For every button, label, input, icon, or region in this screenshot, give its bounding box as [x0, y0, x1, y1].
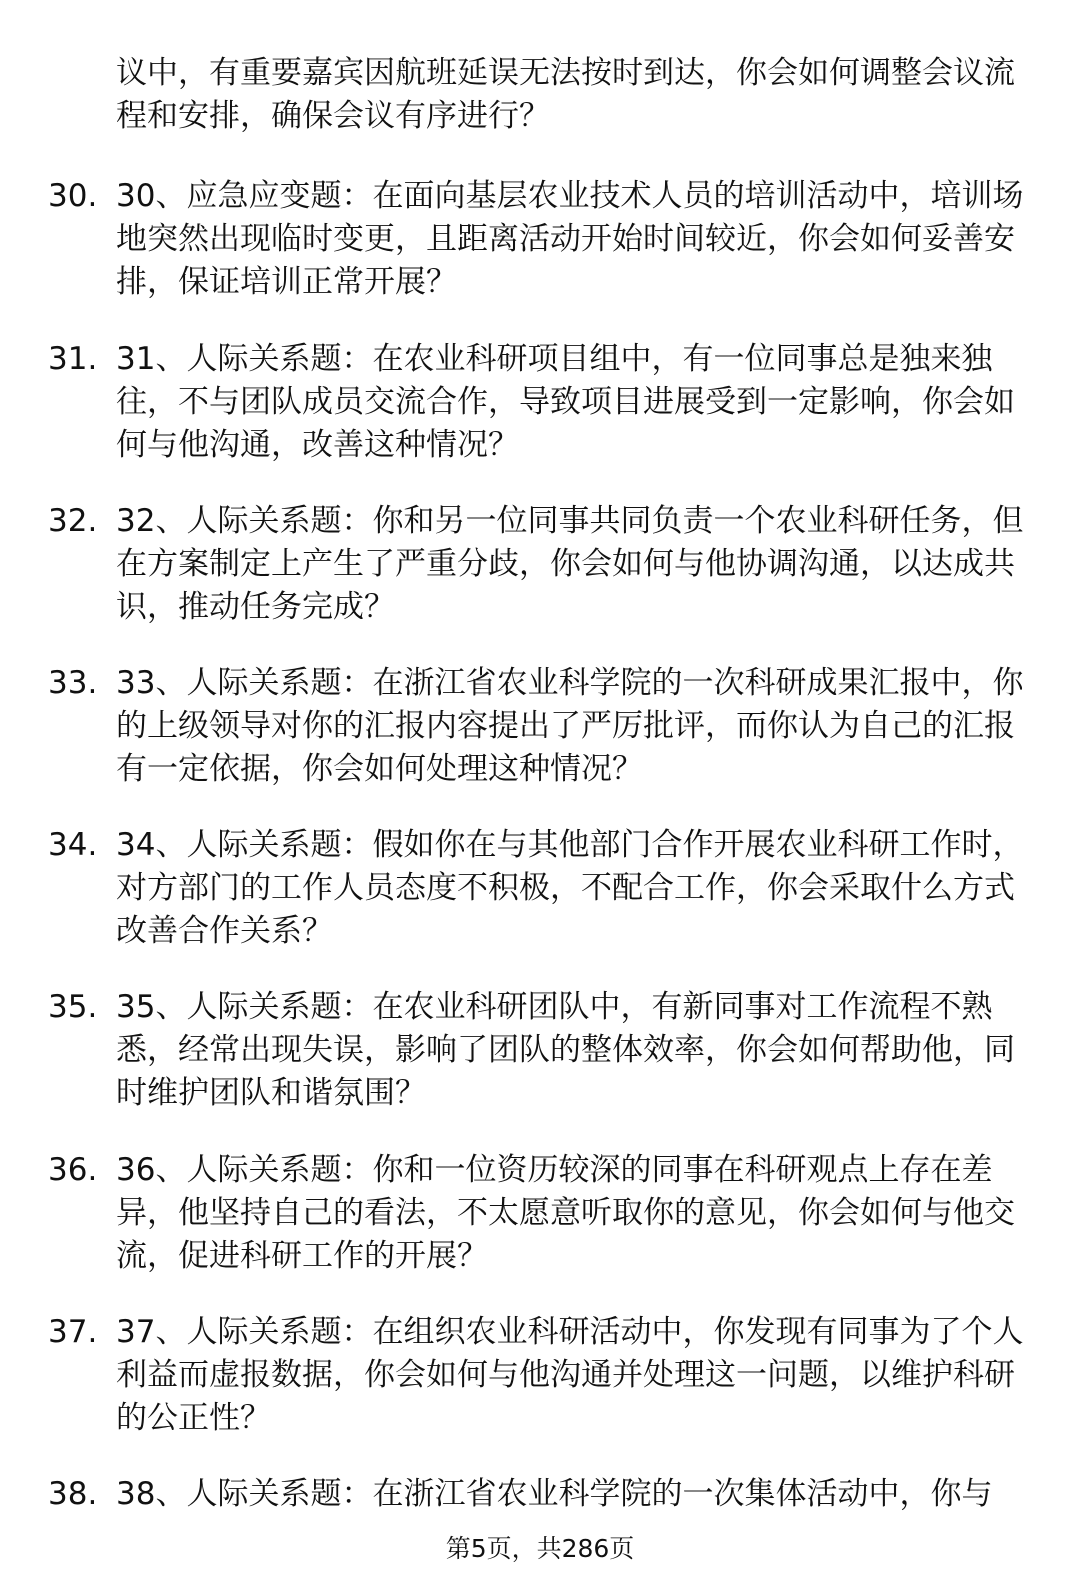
item-number: 31.	[48, 341, 98, 377]
item-text: 30、应急应变题：在面向基层农业技术人员的培训活动中，培训场地突然出现临时变更，且距离活动开始时间较近，你会如何妥善安排，保证培训正常开展？	[116, 178, 1024, 300]
item-text: 36、人际关系题：你和一位资历较深的同事在科研观点上存在差异，他坚持自己的看法，不太愿意听取你的意见，你会如何与他交流，促进科研工作的开展？	[116, 1152, 1015, 1274]
item-number: 37.	[48, 1314, 98, 1350]
item-number: 30.	[48, 178, 98, 214]
item-text: 37、人际关系题：在组织农业科研活动中，你发现有同事为了个人利益而虚报数据，你会如何与他沟通并处理这一问题，以维护科研的公正性？	[116, 1314, 1024, 1436]
item-number: 33.	[48, 665, 98, 701]
item-text: 33、人际关系题：在浙江省农业科学院的一次科研成果汇报中，你的上级领导对你的汇报内容提出了严厉批评，而你认为自己的汇报有一定依据，你会如何处理这种情况？	[116, 665, 1024, 787]
item-number: 35.	[48, 989, 98, 1025]
item-number: 36.	[48, 1152, 98, 1188]
continuation-paragraph: 议中，有重要嘉宾因航班延误无法按时到达，你会如何调整会议流程和安排，确保会议有序进行？	[116, 55, 1015, 134]
item-number: 38.	[48, 1476, 98, 1512]
item-text: 32、人际关系题：你和另一位同事共同负责一个农业科研任务，但在方案制定上产生了严重分歧，你会如何与他协调沟通，以达成共识，推动任务完成？	[116, 503, 1024, 625]
item-text: 31、人际关系题：在农业科研项目组中，有一位同事总是独来独往，不与团队成员交流合作，导致项目进展受到一定影响，你会如何与他沟通，改善这种情况？	[116, 341, 1015, 463]
item-text: 38、人际关系题：在浙江省农业科学院的一次集体活动中，你与	[116, 1476, 993, 1512]
item-text: 35、人际关系题：在农业科研团队中，有新同事对工作流程不熟悉，经常出现失误，影响了团队的整体效率，你会如何帮助他，同时维护团队和谐氛围？	[116, 989, 1015, 1111]
item-number: 32.	[48, 503, 98, 539]
item-text: 34、人际关系题：假如你在与其他部门合作开展农业科研工作时，对方部门的工作人员态度不积极，不配合工作，你会采取什么方式改善合作关系？	[116, 827, 1024, 949]
item-number: 34.	[48, 827, 98, 863]
page-footer: 第5页，共286页	[445, 1534, 635, 1563]
